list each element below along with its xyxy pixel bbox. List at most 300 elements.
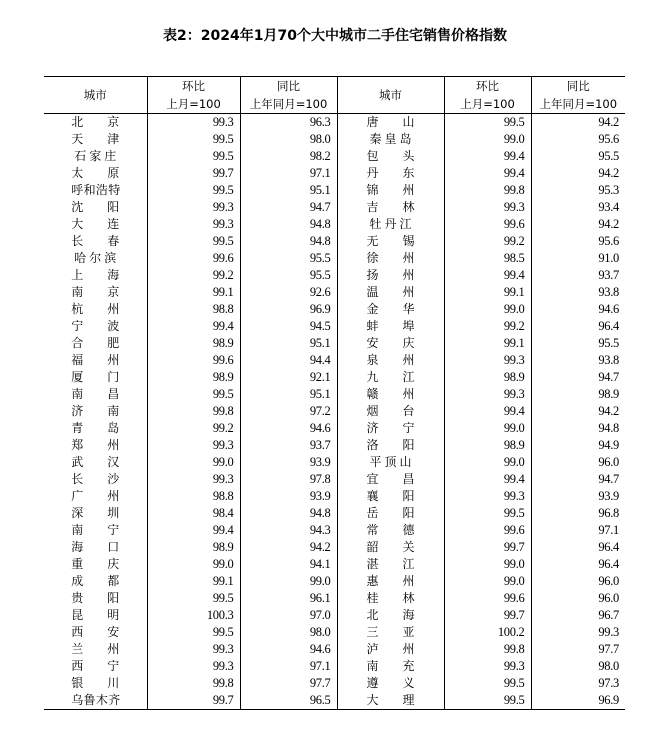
mom-cell: 98.8 — [147, 301, 240, 318]
mom-cell: 99.5 — [147, 386, 240, 403]
yoy-cell: 94.6 — [598, 302, 619, 316]
table-row — [44, 556, 625, 573]
city-name: 成都 — [71, 574, 120, 588]
city-name: 遵义 — [366, 676, 415, 690]
city-cell — [337, 556, 444, 573]
mom-cell: 99.4 — [444, 403, 531, 420]
city-cell — [44, 590, 147, 607]
mom-cell: 99.4 — [444, 471, 531, 488]
city-cell — [44, 199, 147, 216]
city-cell — [337, 590, 444, 607]
mom-cell: 98.9 — [147, 335, 240, 352]
city-cell — [337, 114, 444, 132]
yoy-cell: 94.1 — [240, 556, 337, 573]
header-yoy-base-left: 上年同月=100 — [240, 95, 337, 114]
yoy-cell: 97.2 — [240, 403, 337, 420]
mom-cell: 99.0 — [147, 454, 240, 471]
mom-cell: 99.2 — [444, 318, 531, 335]
city-cell — [44, 658, 147, 675]
table-row — [44, 624, 625, 641]
yoy-cell: 96.5 — [240, 692, 337, 710]
city-cell — [337, 131, 444, 148]
city-name: 呼和浩特 — [71, 183, 120, 197]
yoy-cell: 99.0 — [240, 573, 337, 590]
city-cell — [44, 573, 147, 590]
mom-cell: 99.7 — [444, 539, 531, 556]
city-cell — [337, 471, 444, 488]
header-yoy-base-right: 上年同月=100 — [531, 95, 625, 114]
header-city-right: 城市 — [337, 77, 444, 114]
city-name: 西安 — [71, 625, 120, 639]
yoy-cell: 97.1 — [240, 165, 337, 182]
city-name: 昆明 — [71, 608, 120, 622]
city-name: 广州 — [71, 489, 120, 503]
city-name: 南京 — [71, 285, 120, 299]
city-name: 大理 — [366, 693, 415, 707]
city-name: 吉林 — [366, 200, 415, 214]
city-cell — [337, 573, 444, 590]
mom-cell: 99.3 — [147, 114, 240, 132]
table-row — [44, 233, 625, 250]
yoy-cell: 97.7 — [598, 642, 619, 656]
city-cell — [337, 250, 444, 267]
mom-cell: 99.1 — [147, 284, 240, 301]
city-name: 乌鲁木齐 — [71, 693, 120, 707]
yoy-cell: 93.8 — [598, 353, 619, 367]
table-row — [44, 437, 625, 454]
city-name: 天津 — [71, 132, 120, 146]
city-cell — [44, 301, 147, 318]
city-name: 湛江 — [366, 557, 415, 571]
yoy-cell: 94.2 — [240, 539, 337, 556]
mom-cell: 99.2 — [147, 420, 240, 437]
city-cell — [337, 233, 444, 250]
mom-cell: 98.9 — [444, 437, 531, 454]
yoy-cell: 94.8 — [240, 505, 337, 522]
mom-cell: 99.2 — [444, 233, 531, 250]
yoy-cell: 99.3 — [598, 625, 619, 639]
city-name: 扬州 — [366, 268, 415, 282]
mom-cell: 99.0 — [444, 420, 531, 437]
yoy-cell: 96.9 — [531, 692, 625, 710]
city-name: 杭州 — [71, 302, 120, 316]
city-name: 秦皇岛 — [369, 132, 412, 146]
city-name: 丹东 — [366, 166, 415, 180]
city-cell — [44, 233, 147, 250]
table-row — [44, 675, 625, 692]
city-name: 包头 — [366, 149, 415, 163]
city-cell — [337, 216, 444, 233]
table-body — [44, 114, 625, 710]
mom-cell: 98.9 — [147, 539, 240, 556]
city-name: 惠州 — [366, 574, 415, 588]
mom-cell: 99.4 — [147, 522, 240, 539]
city-cell — [44, 539, 147, 556]
city-cell — [44, 556, 147, 573]
city-cell — [337, 454, 444, 471]
city-name: 北京 — [71, 115, 120, 129]
mom-cell: 99.4 — [444, 165, 531, 182]
mom-cell: 99.7 — [147, 692, 240, 710]
city-name: 上海 — [71, 268, 120, 282]
yoy-cell: 94.6 — [240, 420, 337, 437]
mom-cell: 99.0 — [147, 556, 240, 573]
yoy-cell: 95.5 — [240, 250, 337, 267]
city-cell — [44, 165, 147, 182]
yoy-cell: 97.1 — [598, 523, 619, 537]
mom-cell: 99.8 — [444, 182, 531, 199]
mom-cell: 99.7 — [444, 607, 531, 624]
yoy-cell: 93.4 — [598, 200, 619, 214]
city-name: 安庆 — [366, 336, 415, 350]
city-name: 唐山 — [366, 115, 415, 129]
mom-cell: 100.3 — [147, 607, 240, 624]
yoy-cell: 93.9 — [240, 454, 337, 471]
mom-cell: 99.4 — [444, 148, 531, 165]
mom-cell: 99.2 — [147, 267, 240, 284]
yoy-cell: 98.0 — [598, 659, 619, 673]
city-name: 宜昌 — [366, 472, 415, 486]
city-name: 大连 — [71, 217, 120, 231]
city-cell — [44, 607, 147, 624]
city-cell — [44, 454, 147, 471]
table-row — [44, 318, 625, 335]
yoy-cell: 94.7 — [598, 370, 619, 384]
table-row — [44, 250, 625, 267]
city-name: 长沙 — [71, 472, 120, 486]
city-cell — [337, 522, 444, 539]
table-row — [44, 590, 625, 607]
city-cell — [44, 624, 147, 641]
mom-cell: 99.5 — [147, 182, 240, 199]
city-cell — [44, 505, 147, 522]
yoy-cell: 95.1 — [240, 182, 337, 199]
city-name: 徐州 — [366, 251, 415, 265]
city-cell — [44, 284, 147, 301]
mom-cell: 99.1 — [444, 284, 531, 301]
yoy-cell: 97.1 — [240, 658, 337, 675]
city-cell — [337, 335, 444, 352]
city-name: 贵阳 — [71, 591, 120, 605]
yoy-cell: 96.0 — [598, 591, 619, 605]
city-name: 南宁 — [71, 523, 120, 537]
mom-cell: 100.2 — [444, 624, 531, 641]
yoy-cell: 95.5 — [598, 149, 619, 163]
city-name: 厦门 — [71, 370, 120, 384]
yoy-cell: 97.0 — [240, 607, 337, 624]
yoy-cell: 94.9 — [598, 438, 619, 452]
yoy-cell: 96.8 — [598, 506, 619, 520]
header-mom-base-right: 上月=100 — [444, 95, 531, 114]
mom-cell: 99.6 — [444, 590, 531, 607]
yoy-cell: 94.4 — [240, 352, 337, 369]
city-cell — [44, 318, 147, 335]
city-name: 宁波 — [71, 319, 120, 333]
city-name: 泸州 — [366, 642, 415, 656]
mom-cell: 99.5 — [444, 692, 531, 710]
table-row — [44, 420, 625, 437]
mom-cell: 98.4 — [147, 505, 240, 522]
yoy-cell: 98.0 — [240, 131, 337, 148]
city-cell — [337, 352, 444, 369]
city-cell — [44, 386, 147, 403]
yoy-cell: 98.2 — [240, 148, 337, 165]
mom-cell: 99.1 — [444, 335, 531, 352]
mom-cell: 99.0 — [444, 454, 531, 471]
yoy-cell: 96.0 — [598, 455, 619, 469]
city-cell — [337, 505, 444, 522]
table-row — [44, 522, 625, 539]
city-name: 岳阳 — [366, 506, 415, 520]
yoy-cell: 94.2 — [598, 217, 619, 231]
table-row — [44, 165, 625, 182]
price-index-table — [44, 76, 625, 710]
header-mom-base-left: 上月=100 — [147, 95, 240, 114]
yoy-cell: 93.8 — [598, 285, 619, 299]
city-name: 牡丹江 — [369, 217, 412, 231]
header-mom-right: 环比 — [444, 77, 531, 96]
city-cell — [44, 675, 147, 692]
yoy-cell: 93.7 — [240, 437, 337, 454]
mom-cell: 99.5 — [444, 675, 531, 692]
yoy-cell: 94.3 — [240, 522, 337, 539]
mom-cell: 99.6 — [147, 250, 240, 267]
city-cell — [337, 658, 444, 675]
yoy-cell: 95.1 — [240, 335, 337, 352]
yoy-cell: 93.9 — [598, 489, 619, 503]
yoy-cell: 96.1 — [240, 590, 337, 607]
city-cell — [44, 420, 147, 437]
city-name: 太原 — [71, 166, 120, 180]
mom-cell: 99.6 — [444, 522, 531, 539]
city-cell — [337, 369, 444, 386]
yoy-cell: 94.7 — [598, 472, 619, 486]
mom-cell: 99.3 — [444, 199, 531, 216]
city-name: 长春 — [71, 234, 120, 248]
yoy-cell: 98.0 — [240, 624, 337, 641]
yoy-cell: 93.9 — [240, 488, 337, 505]
mom-cell: 99.6 — [147, 352, 240, 369]
city-cell — [337, 488, 444, 505]
city-name: 重庆 — [71, 557, 120, 571]
city-name: 西宁 — [71, 659, 120, 673]
table-row — [44, 369, 625, 386]
city-name: 深圳 — [71, 506, 120, 520]
city-name: 青岛 — [71, 421, 120, 435]
city-cell — [44, 335, 147, 352]
table-row — [44, 131, 625, 148]
mom-cell: 99.3 — [444, 658, 531, 675]
yoy-cell: 96.0 — [598, 574, 619, 588]
city-cell — [337, 675, 444, 692]
yoy-cell: 94.7 — [240, 199, 337, 216]
city-name: 银川 — [71, 676, 120, 690]
city-name: 九江 — [366, 370, 415, 384]
city-name: 泉州 — [366, 353, 415, 367]
mom-cell: 99.3 — [147, 216, 240, 233]
table-row — [44, 607, 625, 624]
city-cell — [44, 216, 147, 233]
city-name: 烟台 — [366, 404, 415, 418]
yoy-cell: 92.6 — [240, 284, 337, 301]
header-yoy-right: 同比 — [531, 77, 625, 96]
city-cell — [44, 692, 147, 710]
city-cell — [44, 369, 147, 386]
city-cell — [337, 199, 444, 216]
mom-cell: 99.5 — [147, 148, 240, 165]
city-cell — [337, 284, 444, 301]
yoy-cell: 93.7 — [598, 268, 619, 282]
city-cell — [337, 165, 444, 182]
city-cell — [337, 267, 444, 284]
yoy-cell: 94.2 — [598, 115, 619, 129]
city-name: 福州 — [71, 353, 120, 367]
city-cell — [44, 114, 147, 132]
header-yoy-left: 同比 — [240, 77, 337, 96]
mom-cell: 99.5 — [147, 233, 240, 250]
yoy-cell: 94.6 — [240, 641, 337, 658]
yoy-cell: 94.2 — [598, 166, 619, 180]
mom-cell: 99.3 — [147, 641, 240, 658]
city-name: 兰州 — [71, 642, 120, 656]
city-cell — [337, 420, 444, 437]
mom-cell: 99.8 — [444, 641, 531, 658]
city-name: 洛阳 — [366, 438, 415, 452]
table-row — [44, 114, 625, 132]
mom-cell: 99.3 — [444, 352, 531, 369]
table-row — [44, 352, 625, 369]
mom-cell: 99.8 — [147, 403, 240, 420]
header-city-left: 城市 — [44, 77, 147, 114]
yoy-cell: 96.3 — [240, 114, 337, 132]
mom-cell: 99.3 — [147, 437, 240, 454]
header-mom-left: 环比 — [147, 77, 240, 96]
mom-cell: 99.0 — [444, 301, 531, 318]
table-row — [44, 454, 625, 471]
mom-cell: 98.9 — [444, 369, 531, 386]
yoy-cell: 94.8 — [240, 233, 337, 250]
city-name: 金华 — [366, 302, 415, 316]
city-name: 郑州 — [71, 438, 120, 452]
city-name: 石家庄 — [74, 149, 117, 163]
city-name: 温州 — [366, 285, 415, 299]
city-name: 常德 — [366, 523, 415, 537]
city-cell — [44, 148, 147, 165]
city-cell — [44, 488, 147, 505]
yoy-cell: 95.6 — [598, 132, 619, 146]
mom-cell: 98.5 — [444, 250, 531, 267]
city-cell — [337, 624, 444, 641]
table-row — [44, 335, 625, 352]
city-cell — [337, 148, 444, 165]
yoy-cell: 97.7 — [240, 675, 337, 692]
yoy-cell: 94.8 — [598, 421, 619, 435]
mom-cell: 99.3 — [147, 199, 240, 216]
table-title: 表2：2024年1月70个大中城市二手住宅销售价格指数 — [163, 28, 507, 44]
yoy-cell: 96.4 — [598, 319, 619, 333]
table-row — [44, 539, 625, 556]
table-row — [44, 641, 625, 658]
mom-cell: 99.5 — [147, 590, 240, 607]
mom-cell: 99.6 — [444, 216, 531, 233]
yoy-cell: 98.9 — [598, 387, 619, 401]
yoy-cell: 94.5 — [240, 318, 337, 335]
yoy-cell: 94.8 — [240, 216, 337, 233]
mom-cell: 99.0 — [444, 556, 531, 573]
city-cell — [337, 607, 444, 624]
table-row — [44, 199, 625, 216]
city-name: 沈阳 — [71, 200, 120, 214]
yoy-cell: 96.7 — [598, 608, 619, 622]
yoy-cell: 95.3 — [598, 183, 619, 197]
mom-cell: 99.5 — [147, 624, 240, 641]
mom-cell: 99.5 — [444, 505, 531, 522]
city-cell — [337, 403, 444, 420]
city-cell — [44, 131, 147, 148]
yoy-cell: 94.2 — [598, 404, 619, 418]
city-name: 襄阳 — [366, 489, 415, 503]
mom-cell: 99.4 — [444, 267, 531, 284]
yoy-cell: 96.9 — [240, 301, 337, 318]
table-row — [44, 386, 625, 403]
mom-cell: 99.0 — [444, 573, 531, 590]
yoy-cell: 97.3 — [598, 676, 619, 690]
city-name: 无锡 — [366, 234, 415, 248]
city-cell — [337, 539, 444, 556]
city-name: 合肥 — [71, 336, 120, 350]
table-row — [44, 505, 625, 522]
city-cell — [337, 437, 444, 454]
city-name: 三亚 — [366, 625, 415, 639]
city-cell — [44, 267, 147, 284]
city-cell — [337, 386, 444, 403]
mom-cell: 99.3 — [444, 488, 531, 505]
yoy-cell: 91.0 — [598, 251, 619, 265]
yoy-cell: 96.4 — [598, 557, 619, 571]
city-cell — [44, 352, 147, 369]
table-row — [44, 573, 625, 590]
mom-cell: 99.0 — [444, 131, 531, 148]
table-row — [44, 284, 625, 301]
city-cell — [337, 318, 444, 335]
city-cell — [44, 250, 147, 267]
table-row — [44, 267, 625, 284]
table-row — [44, 658, 625, 675]
table-row — [44, 471, 625, 488]
mom-cell: 99.1 — [147, 573, 240, 590]
city-name: 海口 — [71, 540, 120, 554]
mom-cell: 99.5 — [147, 131, 240, 148]
table-row — [44, 488, 625, 505]
yoy-cell: 97.8 — [240, 471, 337, 488]
city-cell — [44, 403, 147, 420]
city-cell — [44, 641, 147, 658]
mom-cell: 99.3 — [444, 386, 531, 403]
mom-cell: 99.3 — [147, 471, 240, 488]
city-cell — [337, 692, 444, 710]
mom-cell: 99.5 — [444, 114, 531, 132]
yoy-cell: 96.4 — [598, 540, 619, 554]
city-name: 北海 — [366, 608, 415, 622]
yoy-cell: 95.5 — [598, 336, 619, 350]
table-row — [44, 301, 625, 318]
yoy-cell: 92.1 — [240, 369, 337, 386]
city-name: 蚌埠 — [366, 319, 415, 333]
yoy-cell: 95.1 — [240, 386, 337, 403]
mom-cell: 99.3 — [147, 658, 240, 675]
city-name: 哈尔滨 — [74, 251, 117, 265]
city-cell — [44, 437, 147, 454]
